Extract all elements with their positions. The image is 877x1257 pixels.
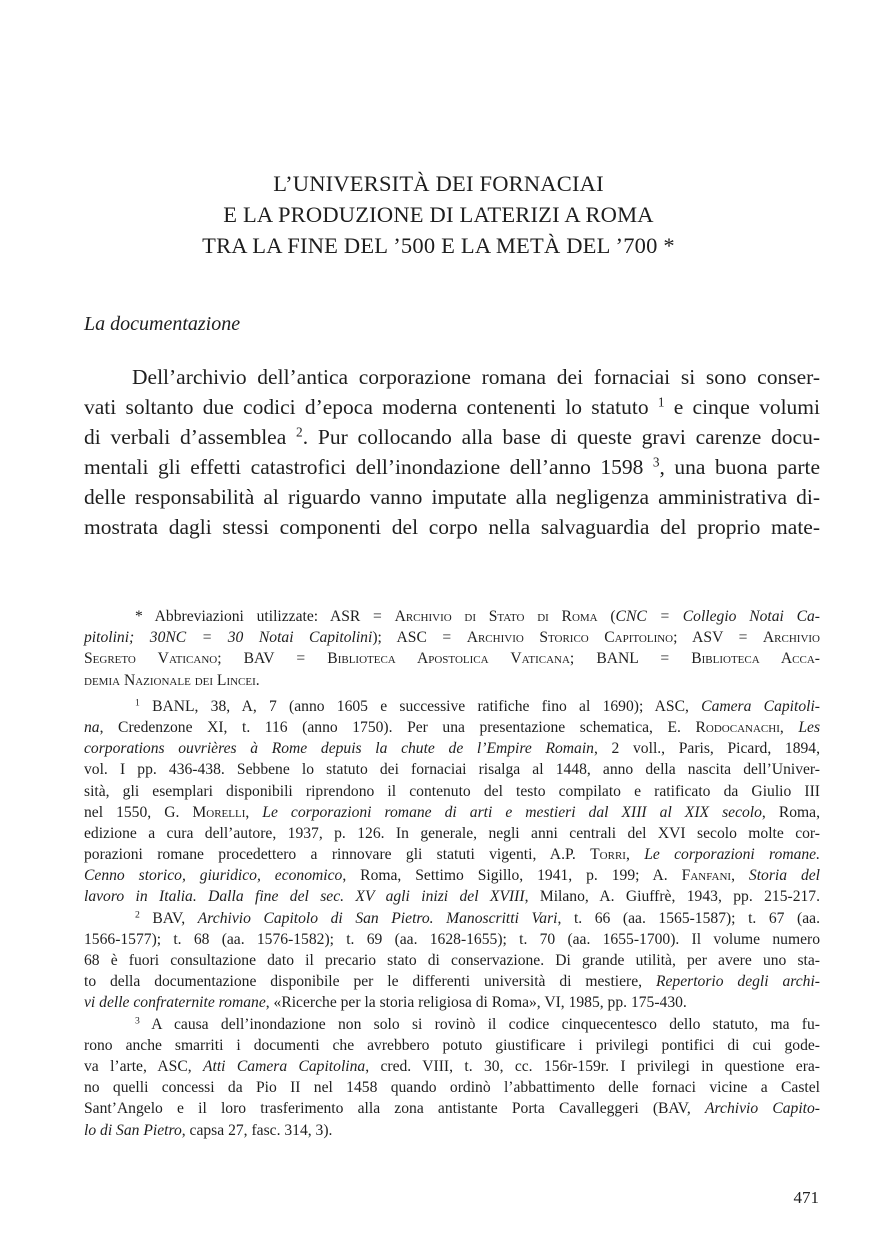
footnote-3-line: va l’arte, ASC, Atti Camera Capitolina, cred. VIII, t. 30, cc. 156r-159r. I privilegi in questione era- (84, 1057, 821, 1075)
footnote-2-line: to della documentazione disponibile per le differenti università di mestiere, Repertorio degli archi- (84, 973, 820, 991)
footnote-star-line: * Abbreviazioni utilizzate: ASR = Archivio di Stato di Roma (CNC = Collegio Notai Ca- (135, 608, 820, 625)
footnote-2-number: 2 (135, 909, 140, 921)
title-line-2: E LA PRODUZIONE DI LATERIZI A ROMA (223, 202, 654, 227)
footnote-1-number: 1 (135, 697, 140, 709)
footnotes (84, 606, 820, 1141)
footnote-2-line: vi delle confraternite romane, «Ricerche per la storia religiosa di Roma», VI, 1985, pp. 175-430. (84, 994, 687, 1012)
title-line-1: L’UNIVERSITÀ DEI FORNACIAI (273, 171, 604, 196)
footnote-3-line: $^3$ A causa dell’inondazione non solo si rovinò il codice cinquecentesco dello statuto, ma fu- (135, 1015, 820, 1033)
body-line: delle responsabilità al riguardo vanno imputate alla negligenza amministrativa di- (84, 485, 820, 510)
footnote-star-line: pitolini; 30NC = 30 Notai Capitolini); ASC = Archivio Storico Capitolino; ASV = Archivio (84, 629, 820, 647)
page-number: 471 (793, 1188, 819, 1207)
body-line: mentali gli effetti catastrofici dell’inondazione dell’anno 1598 $^3$, una buona parte (84, 454, 820, 480)
footnote-1-line: porazioni romane procedettero a rinnovare gli statuti vigenti, A.P. Torri, Le corporazioni romane. (84, 846, 820, 864)
footnote-star-line: demia Nazionale dei Lincei. (84, 671, 260, 689)
footnote-1-line: $^1$ BANL, 38, A, 7 (anno 1605 e successive ratifiche fino al 1690); ASC, Camera Capitoli- (135, 697, 820, 715)
article-title (0, 168, 877, 261)
footnote-3-line: Sant’Angelo e il loro trasferimento alla zona antistante Porta Cavalleggeri (BAV, Archivio Capito- (84, 1100, 820, 1118)
footnote-1-line: lavoro in Italia. Dalla fine del sec. XV agli inizi del XVIII, Milano, A. Giuffrè, 1943, pp. 215-217. (84, 888, 820, 906)
footnote-3-line: no quelli concessi da Pio II nel 1458 quando ordinò l’abbattimento delle fornaci vicine a Castel (84, 1079, 820, 1097)
footnote-3-line: lo di San Pietro, capsa 27, fasc. 314, 3). (84, 1121, 333, 1139)
section-heading: La documentazione (84, 313, 241, 335)
body-line: di verbali d’assemblea $^2$. Pur collocando alla base di queste gravi carenze docu- (84, 424, 820, 450)
footnote-1-line: Cenno storico, giuridico, economico, Roma, Settimo Sigillo, 1941, p. 199; A. Fanfani, Storia del (84, 867, 820, 885)
title-line-3: TRA LA FINE DEL ’500 E LA METÀ DEL ’700 * (202, 233, 675, 258)
footnote-1-line: corporations ouvrières à Rome depuis la chute de l’Empire Romain, 2 voll., Paris, Picard, 1894, (84, 740, 821, 758)
footnote-1-line: vol. I pp. 436-438. Sebbene lo statuto dei fornaciai risalga al 1448, anno della nascita dell’Univer- (84, 761, 820, 779)
body-paragraph (84, 362, 820, 543)
footnote-1-line: sità, gli esemplari disponibili riprendono il contenuto del testo compilato e ratificato da Giulio III (84, 782, 820, 800)
footnote-ref-3[interactable]: 3 (652, 454, 660, 470)
footnote-2-line: 1566-1577); t. 68 (aa. 1576-1582); t. 69 (aa. 1628-1655); t. 70 (aa. 1655-1700). Il volume numero (84, 930, 820, 948)
footnote-2-line: 68 è fuori consultazione dato il precario stato di conservazione. Di grande utilità, per avere uno sta- (84, 952, 820, 969)
footnote-2-line: $^2$ BAV, Archivio Capitolo di San Pietro. Manoscritti Vari, t. 66 (aa. 1565-1587); t. 67 (aa. (135, 909, 820, 927)
footnote-1-line: na, Credenzone XI, t. 116 (anno 1750). Per una presentazione schematica, E. Rodocanachi, Les (84, 718, 821, 736)
footnote-1-line: edizione a cura dell’autore, 1937, p. 126. In generale, negli anni centrali del XVI secolo molte cor- (84, 824, 820, 842)
body-line: mostrata dagli stessi componenti del corpo nella salvaguardia del proprio mate- (84, 515, 820, 540)
footnote-1-line: nel 1550, G. Morelli, Le corporazioni romane di arti e mestieri dal XIII al XIX secolo, Roma, (84, 803, 820, 821)
footnote-ref-1[interactable]: 1 (657, 394, 665, 410)
footnote-3-line: rono anche smarriti i documenti che avrebbero potuto giustificare i privilegi pontifici di cui gode- (84, 1036, 820, 1054)
footnote-ref-2[interactable]: 2 (296, 424, 303, 440)
footnote-star-line: Segreto Vaticano; BAV = Biblioteca Apostolica Vaticana; BANL = Biblioteca Acca- (84, 650, 820, 668)
footnote-3-number: 3 (135, 1015, 140, 1027)
body-line: vati soltanto due codici d’epoca moderna contenenti lo statuto $^1$ e cinque volumi (84, 394, 820, 420)
body-line: Dell’archivio dell’antica corporazione romana dei fornaciai si sono conser- (132, 365, 820, 389)
